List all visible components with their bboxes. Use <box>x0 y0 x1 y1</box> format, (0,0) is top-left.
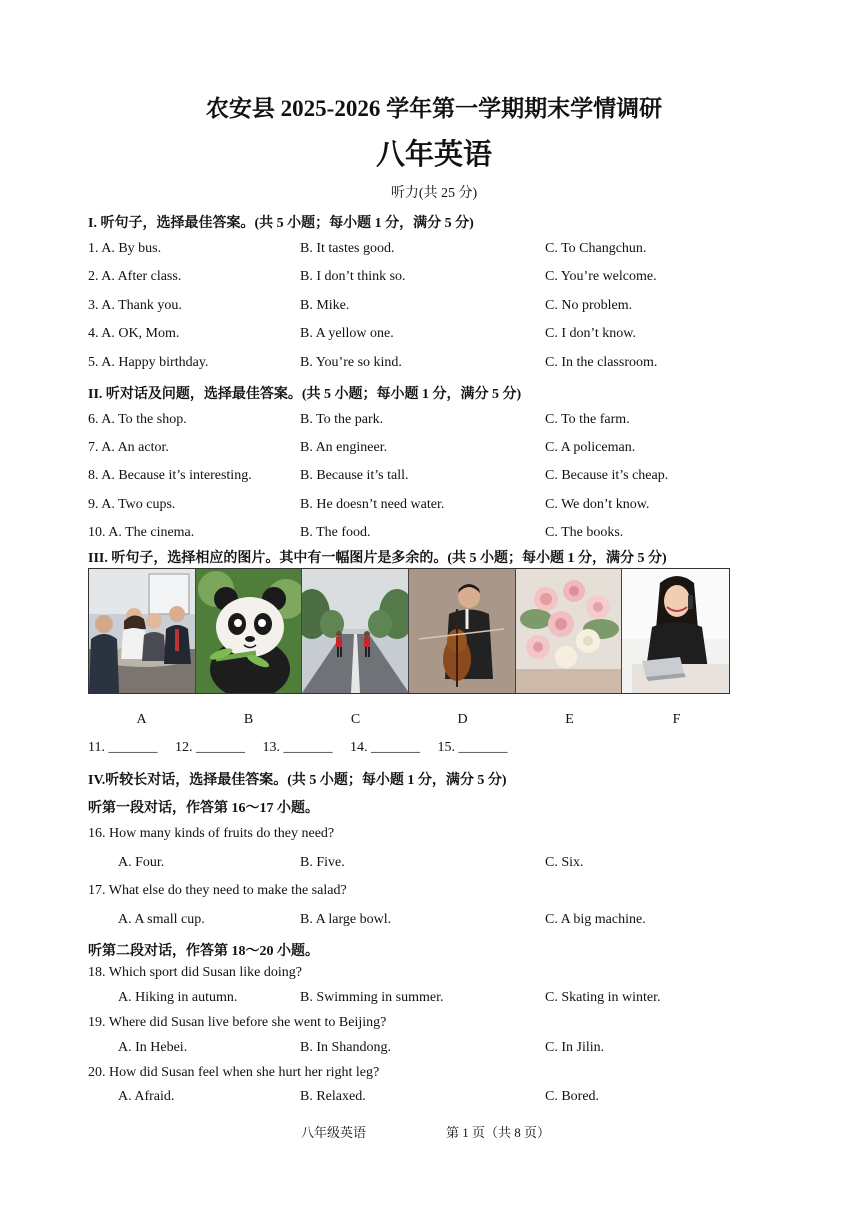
question-row <box>88 1089 788 1109</box>
picture-letter: F <box>672 712 681 727</box>
picture-strip <box>88 568 730 694</box>
question-row <box>88 990 788 1010</box>
question-row <box>88 241 788 261</box>
picture-letters <box>88 712 730 732</box>
option-c: C. I don’t know. <box>545 326 636 341</box>
section-2-heading: II. 听对话及问题，选择最佳答案。(共 5 小题；每小题 1 分，满分 5 分) <box>88 387 522 402</box>
option-a: A. Afraid. <box>118 1089 175 1104</box>
roses-photo <box>516 569 623 693</box>
picture-letter: C <box>350 712 361 727</box>
option-a: 9. A. Two cups. <box>88 497 176 512</box>
option-b: B. Five. <box>300 855 345 870</box>
option-a: 3. A. Thank you. <box>88 298 182 313</box>
picture-letter: D <box>457 712 468 727</box>
answer-blank[interactable]: 11. _______ <box>88 740 158 755</box>
option-c: C. A policeman. <box>545 440 636 455</box>
option-a: 8. A. Because it’s interesting. <box>88 468 252 483</box>
option-b: B. The food. <box>300 525 371 540</box>
question-20: 20. How did Susan feel when she hurt her right leg? <box>88 1065 380 1080</box>
footer-subject: 八年级英语 <box>301 1125 367 1140</box>
option-b: B. He doesn’t need water. <box>300 497 445 512</box>
option-a: A. In Hebei. <box>118 1040 188 1055</box>
option-a: 1. A. By bus. <box>88 241 162 256</box>
answer-blank[interactable]: 13. _______ <box>262 740 333 755</box>
option-c: C. Because it’s cheap. <box>545 468 669 483</box>
option-b: B. You’re so kind. <box>300 355 402 370</box>
subject-title: 八年英语 <box>375 139 492 171</box>
meeting-photo <box>89 569 196 693</box>
option-b: B. Mike. <box>300 298 350 313</box>
listening-subtitle: 听力(共 25 分) <box>390 186 478 201</box>
question-row <box>88 440 788 460</box>
option-a: A. Hiking in autumn. <box>118 990 238 1005</box>
answer-blank[interactable]: 14. _______ <box>349 740 420 755</box>
panda-photo <box>196 569 303 693</box>
question-row <box>88 298 788 318</box>
answer-blank[interactable]: 15. _______ <box>437 740 508 755</box>
section-4-heading: IV.听较长对话，选择最佳答案。(共 5 小题；每小题 1 分，满分 5 分) <box>88 773 507 788</box>
option-b: B. To the park. <box>300 412 384 427</box>
option-c: C. You’re welcome. <box>545 269 657 284</box>
option-a: A. Four. <box>118 855 165 870</box>
question-row <box>88 326 788 346</box>
option-b: B. Because it’s tall. <box>300 468 409 483</box>
option-b: B. Relaxed. <box>300 1089 366 1104</box>
option-a: A. A small cup. <box>118 912 205 927</box>
option-a: 5. A. Happy birthday. <box>88 355 209 370</box>
question-17: 17. What else do they need to make the salad? <box>88 883 347 898</box>
option-a: 6. A. To the shop. <box>88 412 187 427</box>
picture-letter: A <box>136 712 147 727</box>
option-a: 2. A. After class. <box>88 269 182 284</box>
question-row <box>88 912 788 932</box>
option-c: C. To Changchun. <box>545 241 647 256</box>
answer-blank[interactable]: 12. _______ <box>174 740 245 755</box>
woman-phone-photo <box>622 569 729 693</box>
section-1-heading: I. 听句子，选择最佳答案。(共 5 小题；每小题 1 分，满分 5 分) <box>88 216 474 231</box>
option-c: C. To the farm. <box>545 412 630 427</box>
answer-blanks <box>88 740 521 756</box>
option-b: B. I don’t think so. <box>300 269 406 284</box>
question-row <box>88 497 788 517</box>
runners-photo <box>302 569 409 693</box>
question-row <box>88 269 788 289</box>
question-row <box>88 525 788 545</box>
option-c: C. The books. <box>545 525 624 540</box>
question-row <box>88 1040 788 1060</box>
option-c: C. Bored. <box>545 1089 600 1104</box>
picture-letter: B <box>243 712 254 727</box>
option-c: C. Skating in winter. <box>545 990 661 1005</box>
section-3-heading: III. 听句子，选择相应的图片。其中有一幅图片是多余的。(共 5 小题；每小题 1 分，满分 5 分) <box>88 551 667 566</box>
option-b: B. A large bowl. <box>300 912 392 927</box>
option-c: C. We don’t know. <box>545 497 650 512</box>
question-19: 19. Where did Susan live before she went to Beijing? <box>88 1015 387 1030</box>
option-a: 4. A. OK, Mom. <box>88 326 180 341</box>
option-b: B. It tastes good. <box>300 241 395 256</box>
page-number: 第 1 页（共 8 页） <box>446 1125 551 1140</box>
question-row <box>88 355 788 375</box>
option-a: 7. A. An actor. <box>88 440 169 455</box>
option-a: 10. A. The cinema. <box>88 525 195 540</box>
question-row <box>88 468 788 488</box>
exam-title: 农安县 2025-2026 学年第一学期期末学情调研 <box>205 96 663 121</box>
question-row <box>88 412 788 432</box>
option-c: C. No problem. <box>545 298 633 313</box>
picture-letter: E <box>565 712 574 727</box>
cellist-photo <box>409 569 516 693</box>
option-c: C. In Jilin. <box>545 1040 605 1055</box>
question-18: 18. Which sport did Susan like doing? <box>88 965 302 980</box>
option-b: B. Swimming in summer. <box>300 990 444 1005</box>
option-b: B. A yellow one. <box>300 326 394 341</box>
dialogue-2-instruction: 听第二段对话，作答第 18～20 小题。 <box>88 944 319 959</box>
option-b: B. In Shandong. <box>300 1040 391 1055</box>
option-c: C. Six. <box>545 855 584 870</box>
dialogue-1-instruction: 听第一段对话，作答第 16～17 小题。 <box>88 801 319 816</box>
option-b: B. An engineer. <box>300 440 388 455</box>
question-16: 16. How many kinds of fruits do they need? <box>88 826 335 841</box>
question-row <box>88 855 788 875</box>
option-c: C. In the classroom. <box>545 355 658 370</box>
option-c: C. A big machine. <box>545 912 646 927</box>
